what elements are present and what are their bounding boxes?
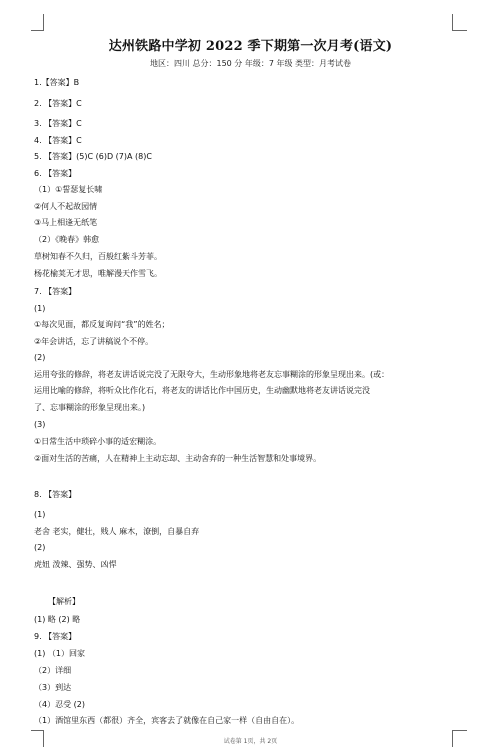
- answer-line: (3): [34, 420, 46, 429]
- answer-line: （2）《晚春》韩愈: [34, 235, 100, 244]
- answer-line: （1）酒馆里东西（都很）齐全，宾客去了就像在自己家一样（自由自在）。: [34, 716, 300, 725]
- answer-line: 5. 【答案】(5)C (6)D (7)A (8)C: [34, 152, 152, 161]
- answer-line: 杨花榆荚无才思，唯解漫天作雪飞。: [34, 269, 162, 278]
- answer-line: （2）详细: [34, 666, 72, 675]
- answer-line: 6. 【答案】: [34, 169, 77, 178]
- answer-line: 运用比喻的修辞，将听众比作化石，将老友的讲话比作中国历史，生动幽默地将老友讲话说完没: [34, 386, 370, 395]
- answer-line: （3）到达: [34, 683, 72, 692]
- answer-line: (2): [34, 353, 46, 362]
- answer-line: 2. 【答案】C: [34, 99, 82, 108]
- answer-line: ②何人不起故园情: [34, 202, 98, 211]
- answer-line: (1): [34, 510, 46, 519]
- answer-line: (2): [34, 543, 46, 552]
- answer-line: (1) （1）回家: [34, 649, 85, 658]
- answer-line: (1): [34, 304, 46, 313]
- answer-line: 4. 【答案】C: [34, 136, 82, 145]
- answer-line: 1.【答案】B: [34, 78, 80, 87]
- answer-line: 3. 【答案】C: [34, 119, 82, 128]
- answer-line: ①日常生活中琐碎小事的适宏糊涂。: [34, 437, 162, 446]
- answer-line: 老舍 老实，健壮，贱人 麻木，潦倒，自暴自弃: [34, 527, 200, 536]
- answer-line: 了、忘事糊涂的形象呈现出来。): [34, 403, 146, 412]
- answer-line: ②年会讲话，忘了讲稿说个不停。: [34, 337, 154, 346]
- crop-mark-top-left: [31, 14, 44, 31]
- answer-line: 虎妞 泼辣、强势、凶悍: [34, 560, 117, 569]
- exam-info: 地区：四川 总分：150 分 年级：7 年级 类型：月考试卷: [149, 59, 352, 68]
- answer-line: ③马上相逢无纸笔: [34, 218, 98, 227]
- answer-line: （1）①誓瑟复长啸: [34, 185, 103, 194]
- answer-line: (1) 略 (2) 略: [34, 615, 81, 624]
- answer-line: ②面对生活的苦痛，人在精神上主动忘却、主动舍弃的一种生活智慧和处事境界。: [34, 454, 322, 463]
- crop-mark-top-right: [452, 14, 467, 31]
- page-title: 达州铁路中学初 2022 季下期第一次月考(语文): [108, 39, 393, 54]
- answer-line: （4）忍受 (2): [34, 700, 85, 709]
- answer-line: 9. 【答案】: [34, 632, 77, 641]
- page-footer: 试卷第 1页，共 2页: [223, 738, 278, 745]
- answer-line: 草树知春不久归，百般红紫斗芳菲。: [34, 252, 162, 261]
- answer-line: ①每次见面，都反复询问“我”的姓名；: [34, 320, 170, 329]
- answer-line: 8. 【答案】: [34, 490, 77, 499]
- answer-line: 7. 【答案】: [34, 287, 77, 296]
- answer-line: 运用夸张的修辞，将老友讲话说完没了无限夸大，生动形象地将老友忘事糊涂的形象呈现出来。(或：: [34, 370, 390, 379]
- analysis-heading: 【解析】: [48, 597, 80, 606]
